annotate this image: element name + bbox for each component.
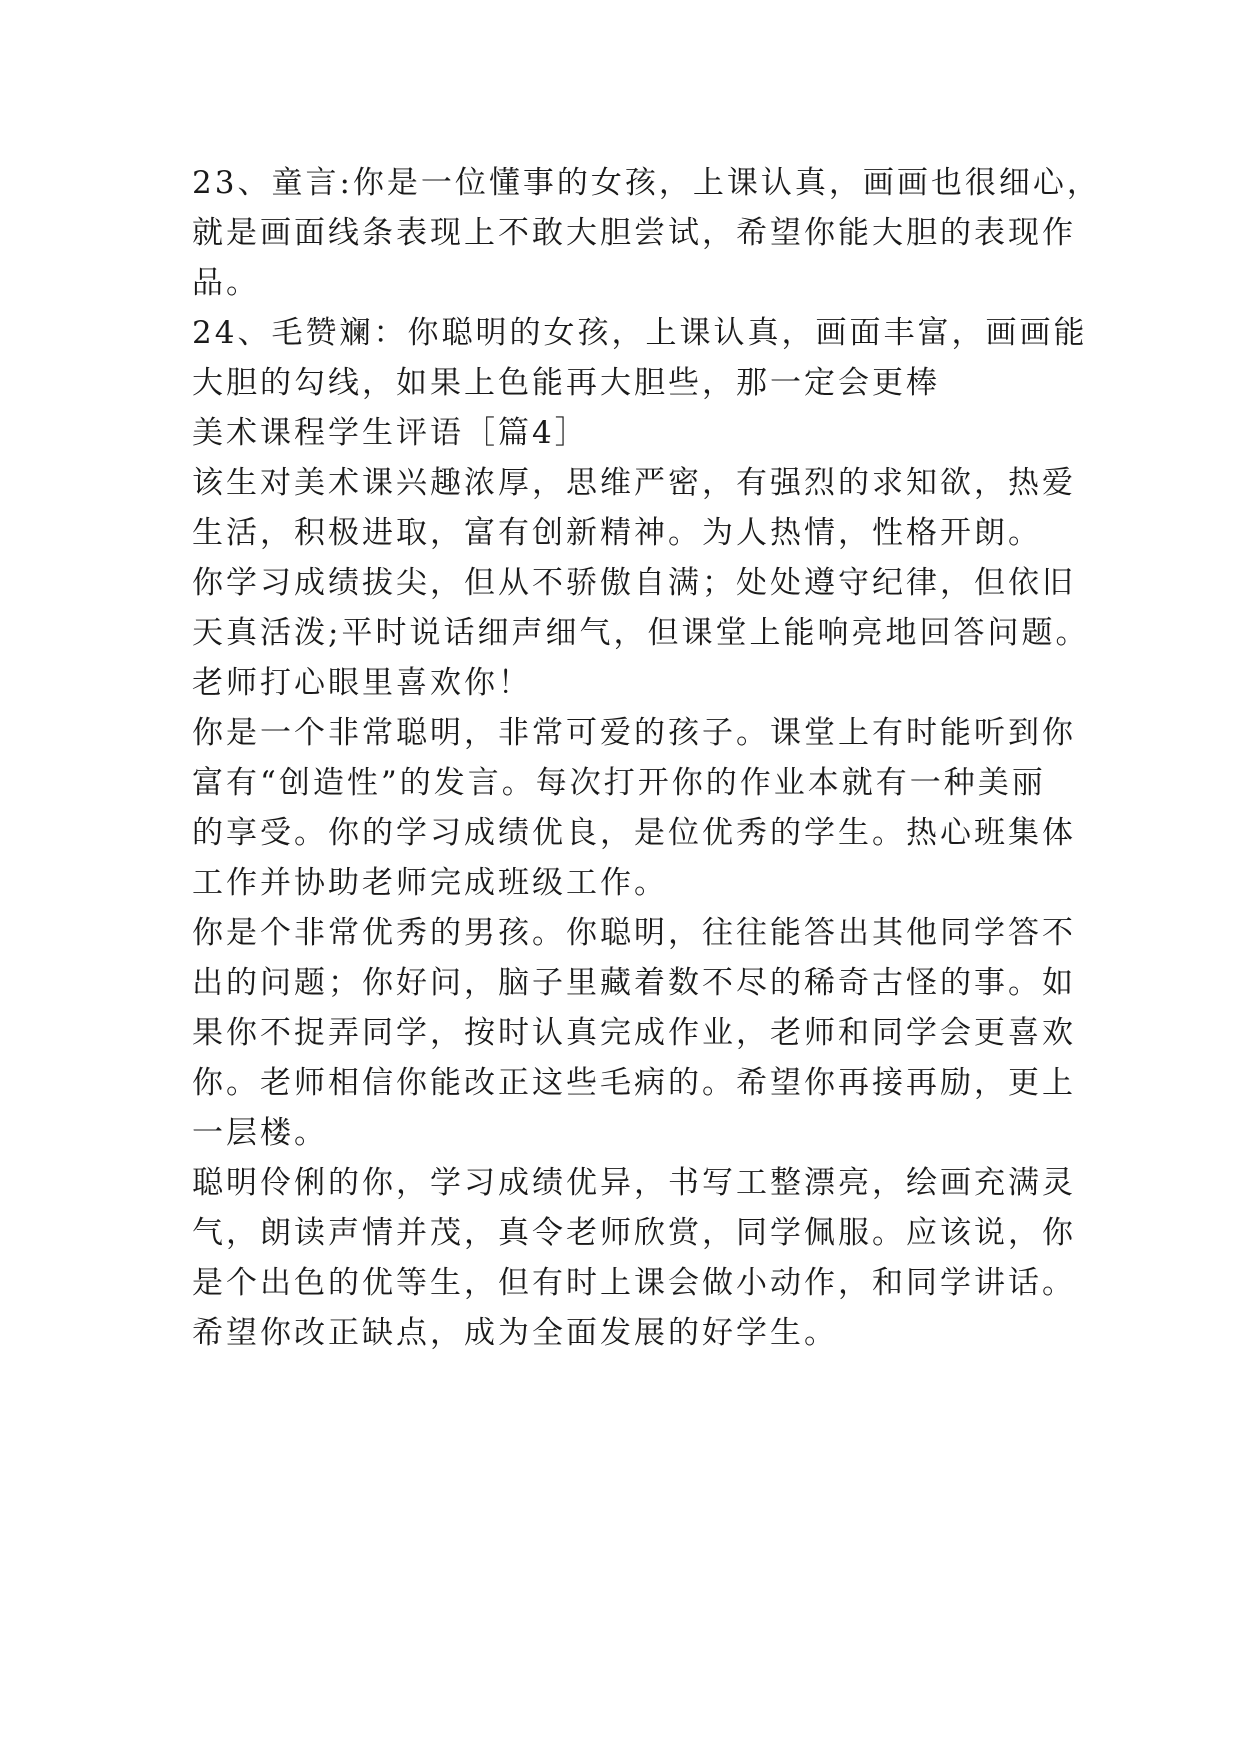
text-line: 老师打心眼里喜欢你！ <box>192 665 532 701</box>
text-line: 的享受。你的学习成绩优良，是位优秀的学生。热心班集体 <box>192 815 1076 851</box>
text-line: 生活，积极进取，富有创新精神。为人热情，性格开朗。 <box>192 515 1042 551</box>
text-line: 你是一个非常聪明，非常可爱的孩子。课堂上有时能听到你 <box>192 715 1076 751</box>
text-line: 品。 <box>192 265 260 301</box>
text-line: 你学习成绩拔尖，但从不骄傲自满；处处遵守纪律，但依旧 <box>192 565 1076 601</box>
document-body <box>192 158 1101 1358</box>
text-line: 你是个非常优秀的男孩。你聪明，往往能答出其他同学答不 <box>192 915 1076 951</box>
text-line: 23、童言:你是一位懂事的女孩，上课认真，画画也很细心， <box>192 165 1101 201</box>
text-line: 24、毛赞斓：你聪明的女孩，上课认真，画面丰富，画画能 <box>192 315 1088 351</box>
text-line: 一层楼。 <box>192 1115 328 1151</box>
text-line: 工作并协助老师完成班级工作。 <box>192 865 668 901</box>
text-line: 是个出色的优等生，但有时上课会做小动作，和同学讲话。 <box>192 1265 1076 1301</box>
text-line: 大胆的勾线，如果上色能再大胆些，那一定会更棒 <box>192 365 940 401</box>
section-heading: 美术课程学生评语［篇4］ <box>192 415 589 451</box>
text-line: 天真活泼;平时说话细声细气，但课堂上能响亮地回答问题。 <box>192 615 1090 651</box>
text-line: 果你不捉弄同学，按时认真完成作业，老师和同学会更喜欢 <box>192 1015 1076 1051</box>
text-line: 希望你改正缺点，成为全面发展的好学生。 <box>192 1315 838 1351</box>
text-line: 该生对美术课兴趣浓厚，思维严密，有强烈的求知欲，热爱 <box>192 465 1076 501</box>
text-line: 气，朗读声情并茂，真令老师欣赏，同学佩服。应该说，你 <box>192 1215 1076 1251</box>
text-line: 就是画面线条表现上不敢大胆尝试，希望你能大胆的表现作 <box>192 215 1076 251</box>
text-line: 富有“创造性”的发言。每次打开你的作业本就有一种美丽 <box>192 765 1046 801</box>
text-line: 出的问题；你好问，脑子里藏着数不尽的稀奇古怪的事。如 <box>192 965 1076 1001</box>
text-line: 聪明伶俐的你，学习成绩优异，书写工整漂亮，绘画充满灵 <box>192 1165 1076 1201</box>
text-line: 你。老师相信你能改正这些毛病的。希望你再接再励，更上 <box>192 1065 1076 1101</box>
